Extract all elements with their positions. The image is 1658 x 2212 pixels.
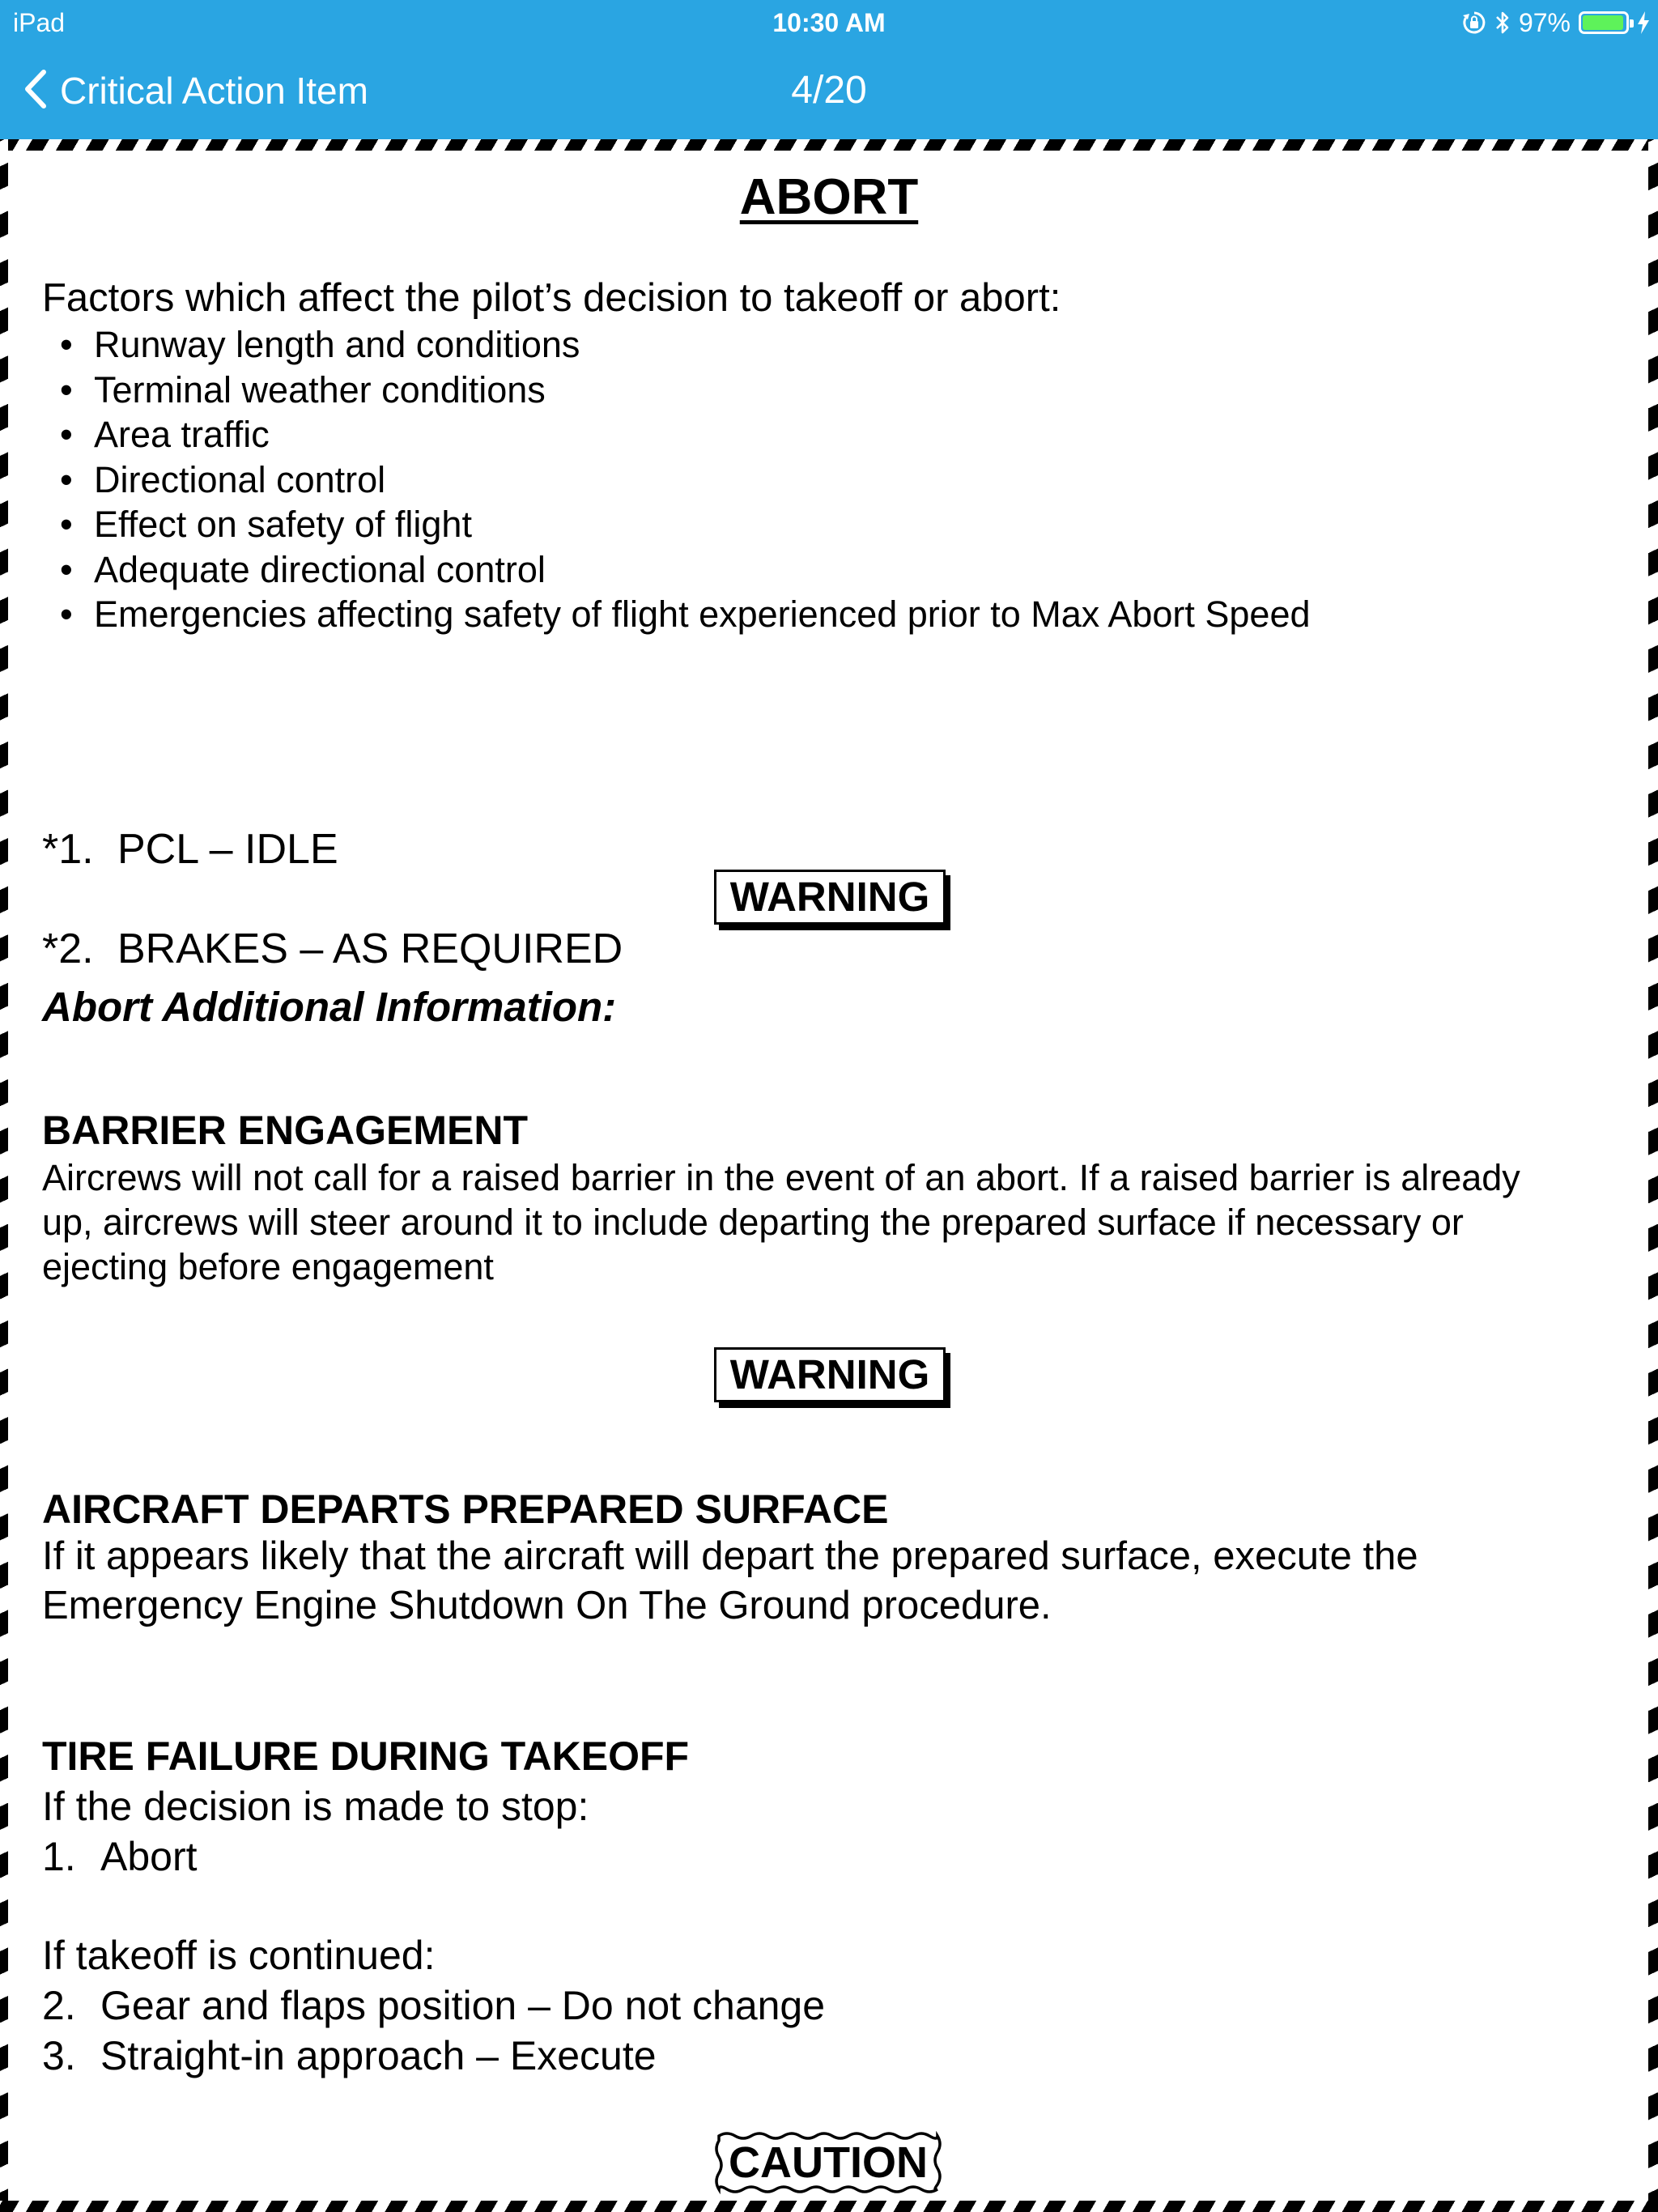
factor-item xyxy=(60,412,1311,457)
step-2 xyxy=(42,923,623,975)
document-title xyxy=(0,167,1658,228)
step-number: 3. xyxy=(42,2033,76,2078)
factor-item xyxy=(60,368,1311,413)
step-number: 2. xyxy=(42,1983,76,2028)
step-text: BRAKES – AS REQUIRED xyxy=(117,925,623,972)
factor-text: Directional control xyxy=(94,458,386,500)
battery-icon xyxy=(1579,11,1629,34)
status-time: 10:30 AM xyxy=(772,8,886,37)
tire-stop-intro: If the decision is made to stop: xyxy=(42,1784,589,1829)
step-text: Gear and flaps position – Do not change xyxy=(100,1983,826,2028)
step-text: Straight-in approach – Execute xyxy=(100,2033,657,2078)
factor-text: Area traffic xyxy=(94,414,270,455)
factor-text: Adequate directional control xyxy=(94,548,546,590)
factor-item xyxy=(60,547,1311,593)
departs-surface-heading: AIRCRAFT DEPARTS PREPARED SURFACE xyxy=(42,1487,889,1532)
factors-intro: Factors which affect the pilot’s decision to takeoff or abort: xyxy=(42,276,1061,320)
tire-failure-heading: TIRE FAILURE DURING TAKEOFF xyxy=(42,1733,690,1779)
factor-text: Emergencies affecting safety of flight experienced prior to Max Abort Speed xyxy=(94,593,1311,635)
step-1 xyxy=(42,823,338,875)
factor-item xyxy=(60,502,1311,547)
barrier-line-2: up, aircrews will steer around it to include departing the prepared surface if necessary or xyxy=(42,1202,1464,1243)
factor-text: Effect on safety of flight xyxy=(94,504,472,545)
orientation-lock-icon xyxy=(1462,11,1486,35)
tire-step-2 xyxy=(42,1980,825,2031)
navigation-bar xyxy=(0,0,1658,139)
step-text: Abort xyxy=(100,1834,198,1879)
caution-label: CAUTION xyxy=(729,2138,928,2187)
battery-nub xyxy=(1630,19,1634,28)
factor-item xyxy=(60,322,1311,368)
tire-step-1 xyxy=(42,1831,198,1882)
document-title-text: ABORT xyxy=(739,169,919,225)
factor-item xyxy=(60,457,1311,503)
warning-badge[interactable]: WARNING xyxy=(714,870,946,925)
barrier-heading: BARRIER ENGAGEMENT xyxy=(42,1108,529,1153)
tire-step-3 xyxy=(42,2031,657,2081)
factor-item xyxy=(60,592,1311,637)
back-button[interactable] xyxy=(23,68,368,113)
factors-list xyxy=(60,322,1311,637)
caution-badge[interactable] xyxy=(714,2131,942,2194)
hazard-border-left xyxy=(0,139,8,2212)
back-button-label: Critical Action Item xyxy=(60,70,368,112)
document-viewer[interactable] xyxy=(0,139,1658,2212)
bullet-symbol: • xyxy=(60,414,73,455)
step-number: *1. xyxy=(42,826,94,873)
step-number: 1. xyxy=(42,1834,76,1879)
hazard-border-right xyxy=(1648,139,1658,2212)
departs-surface-line-2: Emergency Engine Shutdown On The Ground procedure. xyxy=(42,1584,1052,1627)
tire-continue-intro: If takeoff is continued: xyxy=(42,1933,436,1978)
departs-surface-line-1: If it appears likely that the aircraft will depart the prepared surface, execute the xyxy=(42,1534,1418,1578)
battery-level-fill xyxy=(1583,15,1623,30)
barrier-line-3: ejecting before engagement xyxy=(42,1246,494,1287)
page-counter: 4/20 xyxy=(791,69,867,112)
bullet-symbol: • xyxy=(60,458,73,500)
bullet-symbol: • xyxy=(60,548,73,590)
hazard-border-bottom xyxy=(0,2201,1658,2212)
battery-percent: 97% xyxy=(1518,7,1571,37)
charging-bolt-icon xyxy=(1637,11,1650,35)
status-device-name: iPad xyxy=(13,8,66,37)
hazard-border-top xyxy=(0,139,1658,151)
status-indicators xyxy=(1462,5,1650,40)
factor-text: Runway length and conditions xyxy=(94,324,580,365)
warning-badge[interactable]: WARNING xyxy=(714,1347,946,1402)
bluetooth-icon xyxy=(1494,10,1511,36)
additional-info-heading: Abort Additional Information: xyxy=(42,984,617,1030)
barrier-line-1: Aircrews will not call for a raised barrier in the event of an abort. If a raised barrier is already xyxy=(42,1157,1520,1198)
factor-text: Terminal weather conditions xyxy=(94,368,546,410)
bullet-symbol: • xyxy=(60,504,73,545)
chevron-left-icon xyxy=(23,69,47,113)
bullet-symbol: • xyxy=(60,324,73,365)
bullet-symbol: • xyxy=(60,368,73,410)
bullet-symbol: • xyxy=(60,593,73,635)
step-text: PCL – IDLE xyxy=(117,826,338,873)
step-number: *2. xyxy=(42,925,94,972)
